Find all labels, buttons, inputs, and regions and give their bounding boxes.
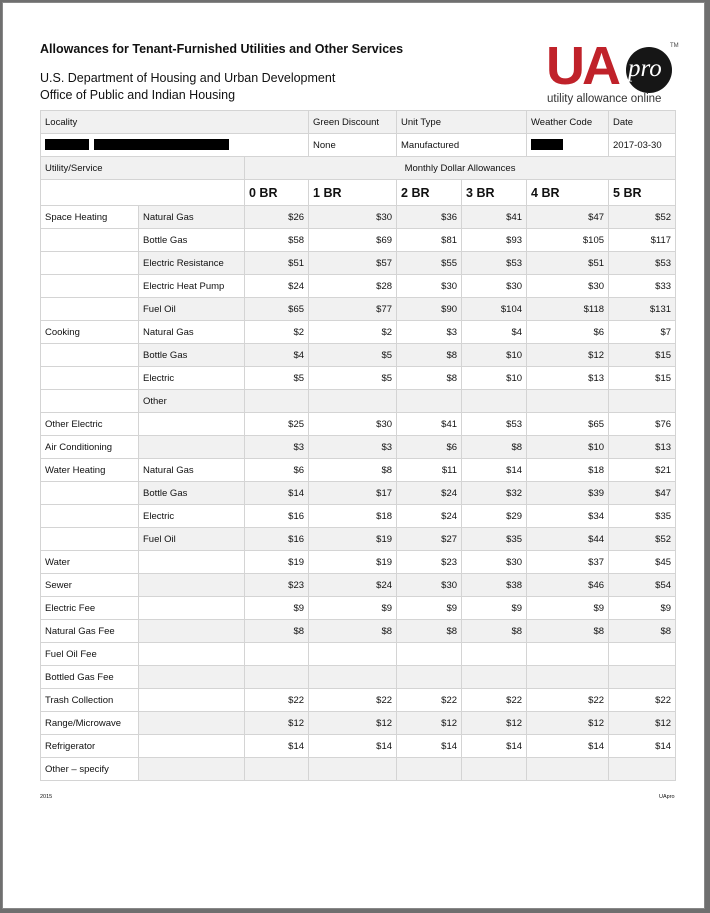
redaction-bar [94,139,229,150]
bedroom-column-header: 4 BR [527,180,609,206]
utility-subtype-cell [139,413,245,436]
redaction-bar [531,139,563,150]
allowance-value-cell: $35 [609,505,676,528]
allowance-row [41,482,676,505]
allowance-value-cell: $22 [527,689,609,712]
weather-code-value [527,134,609,157]
utility-subtype-cell [139,689,245,712]
logo-tagline: utility allowance online [547,93,662,105]
allowance-value-cell [462,643,527,666]
allowance-value-cell: $14 [309,735,397,758]
allowance-row [41,528,676,551]
allowance-value-cell: $9 [245,597,309,620]
allowance-value-cell: $53 [462,252,527,275]
utility-subtype-cell [139,574,245,597]
allowance-value-cell: $41 [462,206,527,229]
allowance-value-cell: $8 [309,459,397,482]
allowance-value-cell: $27 [397,528,462,551]
allowance-value-cell: $24 [397,482,462,505]
green-discount-value: None [309,134,397,157]
allowance-value-cell: $8 [462,436,527,459]
allowance-value-cell: $8 [397,344,462,367]
allowance-value-cell: $13 [609,436,676,459]
allowance-value-cell: $12 [309,712,397,735]
allowance-value-cell [309,390,397,413]
allowance-value-cell: $21 [609,459,676,482]
allowance-value-cell: $51 [245,252,309,275]
allowance-row [41,206,676,229]
utility-subtype-cell [139,620,245,643]
utility-subtype-cell: Electric Resistance [139,252,245,275]
allowance-value-cell: $4 [245,344,309,367]
office-line: Office of Public and Indian Housing [40,88,236,102]
locality-value [41,134,309,157]
utility-subtype-cell [139,597,245,620]
utility-group-cell [41,505,139,528]
allowance-value-cell [609,643,676,666]
allowance-value-cell: $29 [462,505,527,528]
uapro-logo [544,36,679,107]
allowance-value-cell: $5 [309,367,397,390]
info-value-row [41,134,676,157]
allowance-value-cell: $30 [462,275,527,298]
allowance-value-cell: $36 [397,206,462,229]
allowance-value-cell: $45 [609,551,676,574]
allowance-value-cell: $11 [397,459,462,482]
allowance-value-cell: $4 [462,321,527,344]
allowance-value-cell: $14 [397,735,462,758]
utility-group-cell: Air Conditioning [41,436,139,459]
allowance-value-cell: $30 [309,413,397,436]
allowance-value-cell: $52 [609,206,676,229]
allowance-value-cell [527,643,609,666]
allowance-value-cell: $7 [609,321,676,344]
allowance-value-cell: $8 [397,620,462,643]
allowance-value-cell [245,666,309,689]
allowance-value-cell [309,666,397,689]
date-value: 2017-03-30 [609,134,676,157]
utility-group-cell: Sewer [41,574,139,597]
allowance-row [41,758,676,781]
allowance-value-cell: $93 [462,229,527,252]
utility-group-cell [41,298,139,321]
allowance-value-cell: $46 [527,574,609,597]
info-label-row [41,111,676,134]
allowance-value-cell: $2 [245,321,309,344]
allowance-value-cell: $35 [462,528,527,551]
utility-subtype-cell: Electric [139,505,245,528]
allowance-row [41,275,676,298]
utility-header-row [41,157,676,180]
utility-group-cell [41,344,139,367]
allowance-value-cell: $3 [309,436,397,459]
allowance-value-cell: $25 [245,413,309,436]
allowance-row [41,574,676,597]
allowance-value-cell [309,643,397,666]
allowance-row [41,735,676,758]
allowance-value-cell: $9 [397,597,462,620]
utility-group-cell: Cooking [41,321,139,344]
logo-ua-text: UA [546,36,618,96]
utility-subtype-cell [139,643,245,666]
allowance-value-cell: $8 [245,620,309,643]
unit-type-label: Unit Type [397,111,527,134]
utility-subtype-cell: Electric [139,367,245,390]
allowance-value-cell: $41 [397,413,462,436]
allowance-value-cell: $19 [309,528,397,551]
allowance-value-cell [527,390,609,413]
allowance-value-cell: $12 [462,712,527,735]
logo-trademark: TM [670,43,679,49]
allowance-row [41,344,676,367]
allowance-value-cell: $22 [245,689,309,712]
allowance-value-cell: $12 [609,712,676,735]
allowance-value-cell [462,758,527,781]
utility-group-cell: Range/Microwave [41,712,139,735]
allowance-row [41,390,676,413]
allowance-value-cell: $8 [527,620,609,643]
allowance-value-cell: $16 [245,505,309,528]
utility-group-cell [41,229,139,252]
footer-year: 2015 [40,794,53,800]
utility-group-cell: Refrigerator [41,735,139,758]
allowance-value-cell: $23 [245,574,309,597]
allowance-value-cell: $30 [397,574,462,597]
utility-subtype-cell: Natural Gas [139,459,245,482]
allowance-value-cell: $26 [245,206,309,229]
footer-brand: UApro [659,794,675,800]
allowance-row [41,229,676,252]
allowance-value-cell: $24 [245,275,309,298]
green-discount-label: Green Discount [309,111,397,134]
locality-label: Locality [41,111,309,134]
allowance-value-cell: $15 [609,367,676,390]
allowance-value-cell [245,758,309,781]
allowance-value-cell: $12 [527,712,609,735]
allowance-value-cell: $5 [245,367,309,390]
allowance-row [41,367,676,390]
allowance-value-cell: $9 [527,597,609,620]
logo-pro-text: pro [628,55,662,82]
utility-subtype-cell: Electric Heat Pump [139,275,245,298]
redaction-bar [45,139,89,150]
department-heading [40,70,335,104]
allowance-value-cell: $37 [527,551,609,574]
allowance-value-cell: $104 [462,298,527,321]
bedroom-column-header: 1 BR [309,180,397,206]
allowance-value-cell: $23 [397,551,462,574]
document-page [2,2,705,909]
allowance-value-cell: $22 [462,689,527,712]
allowance-row [41,505,676,528]
utility-subtype-cell: Bottle Gas [139,344,245,367]
utility-group-cell [41,275,139,298]
allowance-value-cell: $19 [245,551,309,574]
allowance-value-cell: $117 [609,229,676,252]
allowance-value-cell: $8 [462,620,527,643]
monthly-allowances-header: Monthly Dollar Allowances [245,157,676,180]
allowance-value-cell: $8 [609,620,676,643]
allowance-value-cell: $90 [397,298,462,321]
utility-subtype-cell: Fuel Oil [139,528,245,551]
allowance-value-cell: $22 [397,689,462,712]
allowance-value-cell: $5 [309,344,397,367]
utility-subtype-cell: Natural Gas [139,206,245,229]
allowance-value-cell: $6 [397,436,462,459]
bedroom-column-header: 3 BR [462,180,527,206]
allowance-row [41,643,676,666]
utility-group-cell: Electric Fee [41,597,139,620]
document-title: Allowances for Tenant-Furnished Utilities and Other Services [40,42,404,56]
allowance-value-cell: $9 [609,597,676,620]
utility-group-cell [41,390,139,413]
allowance-value-cell: $3 [245,436,309,459]
allowance-row [41,712,676,735]
utility-group-cell [41,367,139,390]
allowance-value-cell: $131 [609,298,676,321]
allowance-value-cell: $22 [609,689,676,712]
allowance-value-cell: $57 [309,252,397,275]
utility-group-cell: Bottled Gas Fee [41,666,139,689]
allowance-row [41,597,676,620]
allowance-value-cell: $12 [527,344,609,367]
allowance-value-cell: $3 [397,321,462,344]
allowance-value-cell: $13 [527,367,609,390]
allowance-value-cell: $47 [527,206,609,229]
allowance-value-cell: $65 [527,413,609,436]
utility-subtype-cell: Fuel Oil [139,298,245,321]
utility-group-cell: Other Electric [41,413,139,436]
allowance-value-cell: $54 [609,574,676,597]
allowance-value-cell: $14 [527,735,609,758]
allowance-value-cell: $47 [609,482,676,505]
allowance-row [41,321,676,344]
allowance-value-cell: $17 [309,482,397,505]
allowance-value-cell: $18 [527,459,609,482]
allowance-value-cell [245,643,309,666]
allowance-value-cell: $30 [462,551,527,574]
utility-subtype-cell [139,758,245,781]
utility-group-cell [41,482,139,505]
allowance-row [41,689,676,712]
allowance-value-cell [609,758,676,781]
allowance-value-cell: $19 [309,551,397,574]
allowance-value-cell: $6 [245,459,309,482]
allowance-value-cell [309,758,397,781]
allowance-value-cell: $18 [309,505,397,528]
allowance-value-cell: $30 [527,275,609,298]
bedroom-column-header: 5 BR [609,180,676,206]
bedroom-header-row [41,180,676,206]
allowance-value-cell: $28 [309,275,397,298]
allowance-table-body [41,111,676,781]
allowance-value-cell: $14 [245,735,309,758]
date-label: Date [609,111,676,134]
utility-group-cell: Fuel Oil Fee [41,643,139,666]
department-line: U.S. Department of Housing and Urban Development [40,71,336,85]
allowance-value-cell: $118 [527,298,609,321]
allowance-value-cell: $30 [397,275,462,298]
allowance-value-cell: $14 [609,735,676,758]
allowance-value-cell: $69 [309,229,397,252]
allowance-value-cell: $14 [245,482,309,505]
allowance-value-cell: $10 [527,436,609,459]
allowance-value-cell: $14 [462,459,527,482]
allowance-value-cell [609,666,676,689]
allowance-value-cell: $8 [309,620,397,643]
allowance-value-cell [397,758,462,781]
allowance-row [41,620,676,643]
allowance-value-cell [527,758,609,781]
bedroom-header-spacer [41,180,245,206]
allowance-value-cell: $24 [397,505,462,528]
utility-subtype-cell: Natural Gas [139,321,245,344]
utility-group-cell: Natural Gas Fee [41,620,139,643]
allowance-row [41,252,676,275]
allowance-table [40,110,676,781]
allowance-value-cell: $44 [527,528,609,551]
utility-group-cell: Other – specify [41,758,139,781]
utility-subtype-cell: Bottle Gas [139,482,245,505]
allowance-value-cell [462,666,527,689]
allowance-value-cell [397,643,462,666]
allowance-value-cell: $16 [245,528,309,551]
utility-group-cell [41,528,139,551]
utility-group-cell: Space Heating [41,206,139,229]
allowance-row [41,666,676,689]
allowance-value-cell: $8 [397,367,462,390]
allowance-row [41,459,676,482]
allowance-value-cell [245,390,309,413]
utility-subtype-cell: Bottle Gas [139,229,245,252]
unit-type-value: Manufactured [397,134,527,157]
allowance-value-cell: $51 [527,252,609,275]
allowance-value-cell: $58 [245,229,309,252]
allowance-value-cell: $9 [462,597,527,620]
allowance-value-cell: $53 [609,252,676,275]
allowance-value-cell: $38 [462,574,527,597]
allowance-value-cell: $10 [462,344,527,367]
allowance-value-cell: $55 [397,252,462,275]
allowance-value-cell: $2 [309,321,397,344]
allowance-value-cell: $77 [309,298,397,321]
weather-code-label: Weather Code [527,111,609,134]
allowance-value-cell: $24 [309,574,397,597]
allowance-value-cell: $39 [527,482,609,505]
allowance-value-cell [462,390,527,413]
allowance-row [41,413,676,436]
allowance-value-cell: $15 [609,344,676,367]
allowance-value-cell: $32 [462,482,527,505]
allowance-value-cell [527,666,609,689]
utility-subtype-cell: Other [139,390,245,413]
utility-subtype-cell [139,551,245,574]
allowance-value-cell: $30 [309,206,397,229]
allowance-row [41,436,676,459]
utility-group-cell: Water Heating [41,459,139,482]
allowance-value-cell: $12 [397,712,462,735]
utility-subtype-cell [139,666,245,689]
utility-group-cell: Water [41,551,139,574]
allowance-value-cell: $22 [309,689,397,712]
utility-subtype-cell [139,735,245,758]
allowance-value-cell: $33 [609,275,676,298]
allowance-value-cell: $6 [527,321,609,344]
allowance-value-cell: $81 [397,229,462,252]
allowance-value-cell: $34 [527,505,609,528]
allowance-value-cell: $14 [462,735,527,758]
allowance-row [41,551,676,574]
allowance-value-cell: $12 [245,712,309,735]
allowance-value-cell: $105 [527,229,609,252]
bedroom-column-header: 0 BR [245,180,309,206]
allowance-value-cell: $52 [609,528,676,551]
utility-group-cell: Trash Collection [41,689,139,712]
allowance-value-cell: $9 [309,597,397,620]
utility-group-cell [41,252,139,275]
allowance-value-cell [397,666,462,689]
utility-subtype-cell [139,436,245,459]
bedroom-column-header: 2 BR [397,180,462,206]
utility-service-header: Utility/Service [41,157,245,180]
allowance-value-cell: $76 [609,413,676,436]
allowance-value-cell [397,390,462,413]
allowance-value-cell: $53 [462,413,527,436]
utility-subtype-cell [139,712,245,735]
allowance-row [41,298,676,321]
allowance-value-cell: $10 [462,367,527,390]
allowance-value-cell: $65 [245,298,309,321]
allowance-value-cell [609,390,676,413]
